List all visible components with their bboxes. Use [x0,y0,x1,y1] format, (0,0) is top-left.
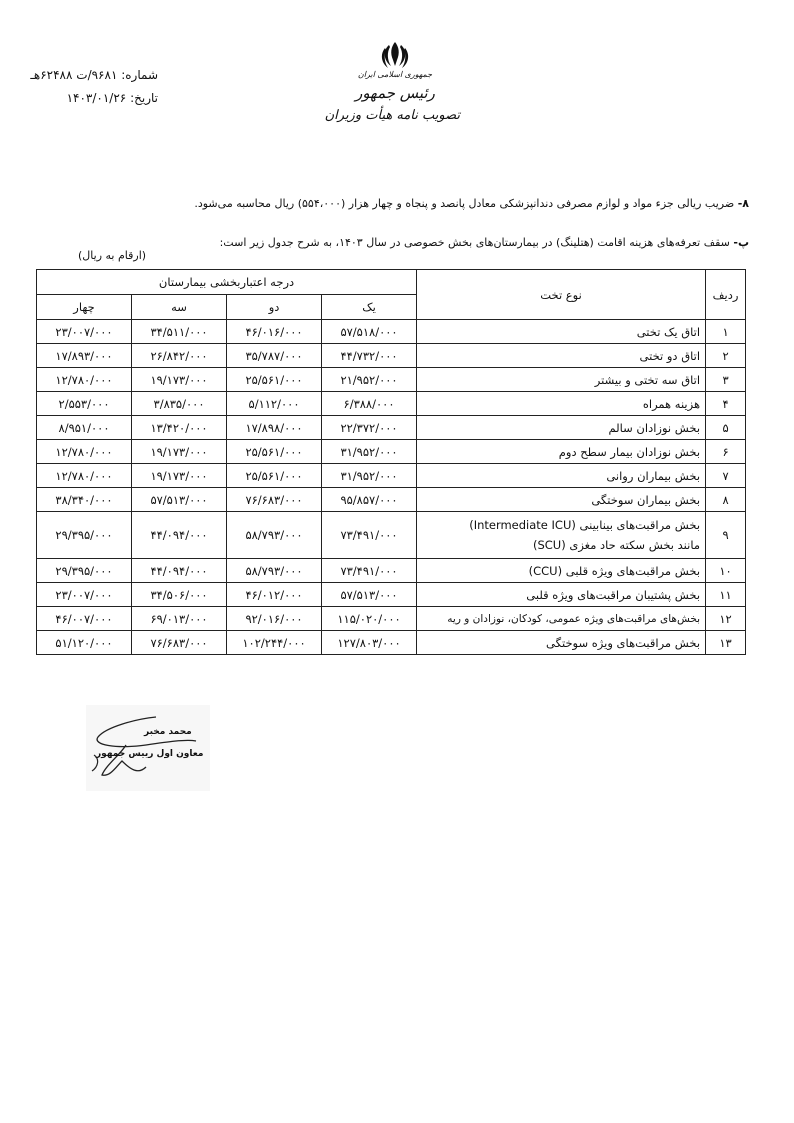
row-number: ۲ [706,344,746,368]
bed-type-line-2: مانند بخش سکته حاد مغزی (SCU) [532,538,701,552]
table-row [37,607,746,631]
grade-2-cell: ۴۶/۰۱۶/۰۰۰ [227,320,322,344]
grade-3-cell: ۶۹/۰۱۳/۰۰۰ [132,607,227,631]
grade-2-cell: ۵۸/۷۹۳/۰۰۰ [227,512,322,559]
grade-4-cell: ۳۸/۳۴۰/۰۰۰ [37,488,132,512]
grade-3-cell: ۱۳/۴۲۰/۰۰۰ [132,416,227,440]
table-row [37,368,746,392]
date-label: تاریخ: [130,91,158,105]
letter-number [30,68,158,82]
rates-table [36,269,746,655]
row-number: ۱۲ [706,607,746,631]
number-value: ۹۶۸۱/ت ۶۲۴۸۸هـ [30,68,118,82]
bed-type-line-1: بخش مراقبت‌های بینابینی (Intermediate ICU) [469,518,701,532]
paragraph-p-marker: پ- [733,236,749,249]
header-grade-2: دو [227,295,322,320]
table-row [37,559,746,583]
signature-block [86,705,210,791]
header-row-no: ردیف [706,270,746,320]
grade-3-cell: ۱۹/۱۷۳/۰۰۰ [132,368,227,392]
grade-1-cell: ۷۳/۴۹۱/۰۰۰ [322,512,417,559]
emblem-caption: جمهوری اسلامی ایران [357,70,433,79]
grade-3-cell: ۲۶/۸۴۲/۰۰۰ [132,344,227,368]
table-row [37,344,746,368]
bed-type-cell: بخش مراقبت‌های ویژه قلبی (CCU) [417,559,706,583]
grade-2-cell: ۵۸/۷۹۳/۰۰۰ [227,559,322,583]
paragraph-p [220,236,749,249]
bed-type-cell [417,512,706,559]
row-number: ۱۳ [706,631,746,655]
row-number: ۵ [706,416,746,440]
paragraph-8-text: ضریب ریالی جزء مواد و لوازم مصرفی دندانپزشکی معادل پانصد و پنجاه و چهار هزار (۵۵۴،۰۰۰) ریال محاسبه می‌شود. [194,197,735,210]
grade-4-cell: ۲۳/۰۰۷/۰۰۰ [37,583,132,607]
grade-2-cell: ۷۶/۶۸۳/۰۰۰ [227,488,322,512]
bed-type-cell: بخش‌های مراقبت‌های ویژه عمومی، کودکان، نوزادان و ریه [417,607,706,631]
grade-4-cell: ۲/۵۵۳/۰۰۰ [37,392,132,416]
bed-type-cell: اتاق سه تختی و بیشتر [417,368,706,392]
grade-1-cell: ۳۱/۹۵۲/۰۰۰ [322,440,417,464]
units-note: (ارقام به ریال) [78,249,147,262]
row-number: ۹ [706,512,746,559]
bed-type-cell: بخش نوزادان سالم [417,416,706,440]
bed-type-cell: اتاق یک تختی [417,320,706,344]
grade-2-cell: ۴۶/۰۱۲/۰۰۰ [227,583,322,607]
grade-1-cell: ۲۱/۹۵۲/۰۰۰ [322,368,417,392]
grade-2-cell: ۱۰۲/۲۴۴/۰۰۰ [227,631,322,655]
table-row [37,320,746,344]
grade-4-cell: ۲۳/۰۰۷/۰۰۰ [37,320,132,344]
bed-type-cell: هزینه همراه [417,392,706,416]
grade-2-cell: ۲۵/۵۶۱/۰۰۰ [227,464,322,488]
grade-3-cell: ۴۴/۰۹۴/۰۰۰ [132,512,227,559]
grade-4-cell: ۵۱/۱۲۰/۰۰۰ [37,631,132,655]
paragraph-8 [194,197,749,210]
grade-3-cell: ۴۴/۰۹۴/۰۰۰ [132,559,227,583]
grade-1-cell: ۱۱۵/۰۲۰/۰۰۰ [322,607,417,631]
grade-3-cell: ۳۴/۵۰۶/۰۰۰ [132,583,227,607]
header-grade-3: سه [132,295,227,320]
header-grade-group: درجه اعتباربخشی بیمارستان [37,270,417,295]
bed-type-cell: بخش بیماران روانی [417,464,706,488]
row-number: ۱ [706,320,746,344]
grade-4-cell: ۸/۹۵۱/۰۰۰ [37,416,132,440]
grade-2-cell: ۲۵/۵۶۱/۰۰۰ [227,368,322,392]
row-number: ۶ [706,440,746,464]
grade-4-cell: ۴۶/۰۰۷/۰۰۰ [37,607,132,631]
grade-1-cell: ۶/۳۸۸/۰۰۰ [322,392,417,416]
table-row [37,440,746,464]
grade-3-cell: ۱۹/۱۷۳/۰۰۰ [132,464,227,488]
grade-3-cell: ۳/۸۳۵/۰۰۰ [132,392,227,416]
grade-1-cell: ۵۷/۵۱۳/۰۰۰ [322,583,417,607]
letterhead-subtitle: تصویب نامه هیأت وزیران [324,108,460,123]
number-label: شماره: [121,68,158,82]
table-row [37,392,746,416]
table-row [37,512,746,559]
table-row [37,631,746,655]
letterhead-title: رئیس جمهور [355,84,435,102]
grade-4-cell: ۲۹/۳۹۵/۰۰۰ [37,512,132,559]
row-number: ۱۱ [706,583,746,607]
row-number: ۱۰ [706,559,746,583]
row-number: ۷ [706,464,746,488]
grade-4-cell: ۱۲/۷۸۰/۰۰۰ [37,368,132,392]
grade-1-cell: ۷۳/۴۹۱/۰۰۰ [322,559,417,583]
table-row [37,583,746,607]
grade-2-cell: ۲۵/۵۶۱/۰۰۰ [227,440,322,464]
table-row [37,464,746,488]
bed-type-cell: بخش مراقبت‌های ویژه سوختگی [417,631,706,655]
grade-1-cell: ۴۴/۷۳۲/۰۰۰ [322,344,417,368]
grade-1-cell: ۱۲۷/۸۰۳/۰۰۰ [322,631,417,655]
bed-type-cell: اتاق دو تختی [417,344,706,368]
header-grade-1: یک [322,295,417,320]
paragraph-8-marker: ۸- [737,197,749,210]
paragraph-p-text: سقف تعرفه‌های هزینه اقامت (هتلینگ) در بیمارستان‌های بخش خصوصی در سال ۱۴۰۳، به شرح جدول زیر است: [219,236,730,249]
row-number: ۳ [706,368,746,392]
grade-4-cell: ۱۷/۸۹۳/۰۰۰ [37,344,132,368]
grade-1-cell: ۳۱/۹۵۲/۰۰۰ [322,464,417,488]
grade-3-cell: ۳۴/۵۱۱/۰۰۰ [132,320,227,344]
bed-type-cell: بخش بیماران سوختگی [417,488,706,512]
row-number: ۴ [706,392,746,416]
grade-2-cell: ۹۲/۰۱۶/۰۰۰ [227,607,322,631]
grade-4-cell: ۱۲/۷۸۰/۰۰۰ [37,464,132,488]
table-header-row [37,270,746,295]
table-row [37,416,746,440]
grade-2-cell: ۵/۱۱۲/۰۰۰ [227,392,322,416]
grade-2-cell: ۱۷/۸۹۸/۰۰۰ [227,416,322,440]
signatory-title: معاون اول رییس جمهور [96,749,204,759]
grade-1-cell: ۵۷/۵۱۸/۰۰۰ [322,320,417,344]
grade-1-cell: ۲۲/۳۷۲/۰۰۰ [322,416,417,440]
grade-2-cell: ۳۵/۷۸۷/۰۰۰ [227,344,322,368]
bed-type-cell: بخش پشتیبان مراقبت‌های ویژه قلبی [417,583,706,607]
date-value: ۱۴۰۳/۰۱/۲۶ [66,91,127,105]
grade-3-cell: ۷۶/۶۸۳/۰۰۰ [132,631,227,655]
grade-4-cell: ۲۹/۳۹۵/۰۰۰ [37,559,132,583]
grade-3-cell: ۵۷/۵۱۳/۰۰۰ [132,488,227,512]
grade-4-cell: ۱۲/۷۸۰/۰۰۰ [37,440,132,464]
row-number: ۸ [706,488,746,512]
emblem-icon [378,38,412,72]
grade-1-cell: ۹۵/۸۵۷/۰۰۰ [322,488,417,512]
bed-type-cell: بخش نوزادان بیمار سطح دوم [417,440,706,464]
signature-icon [86,705,210,791]
header-grade-4: چهار [37,295,132,320]
header-bed-type: نوع تخت [417,270,706,320]
table-row [37,488,746,512]
signatory-name: محمد مخبر [144,727,192,737]
grade-3-cell: ۱۹/۱۷۳/۰۰۰ [132,440,227,464]
letter-date [67,91,158,105]
